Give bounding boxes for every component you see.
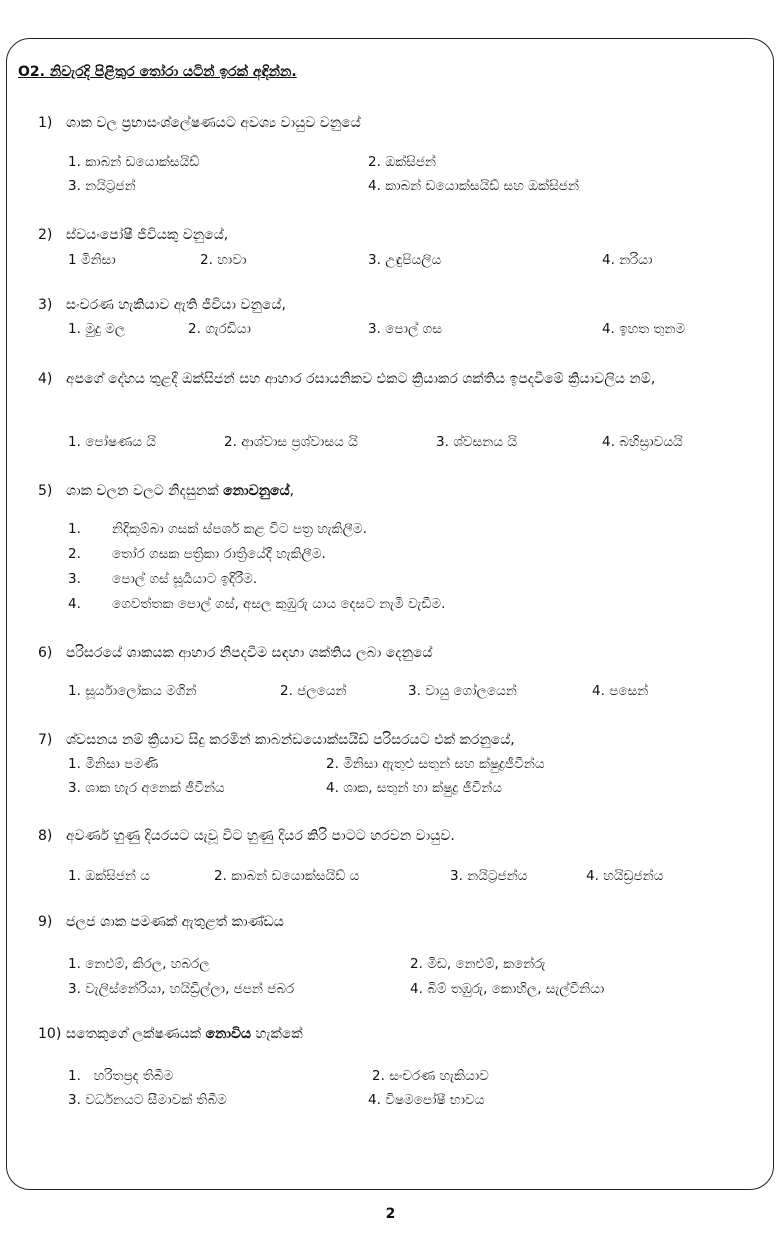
question-4 [38, 370, 741, 389]
option-1-4[interactable]: 4. කාබන් ඩයොක්සයිඩ් සහ ඔක්සිජන් [368, 178, 579, 194]
option-5-1[interactable]: 1. නිදිකුම්බා ගසක් ස්පර්ශ කළ විට පත්‍ර හැකිලීම. [68, 521, 367, 537]
question-stem: පරිසරයේ ශාකයක ආහාර නිපදවීම සඳහා ශක්තිය ලබා දෙනුයේ [66, 645, 433, 661]
option-8-4[interactable]: 4. හයිඩ්‍රජන්ය [586, 868, 664, 884]
option-7-1[interactable]: 1. මිනිසා පමණි [68, 756, 159, 772]
question-1 [38, 114, 741, 133]
option-1-1[interactable]: 1. කාබන් ඩයොක්සයිඩ් [68, 154, 200, 170]
question-10 [38, 1025, 741, 1044]
option-6-4[interactable]: 4. පසෙන් [592, 683, 649, 699]
question-8 [38, 827, 741, 846]
option-5-2[interactable]: 2. තෝර ගසක පත්‍රිකා රාත්‍රියේදී හැකිලීම. [68, 546, 326, 562]
question-number: 5) [38, 483, 53, 499]
option-3-4[interactable]: 4. ඉහත තුනම [602, 321, 686, 337]
option-5-3[interactable]: 3. පොල් ගස් සූර්‍යයාට ඉදිරීම. [68, 571, 258, 587]
page-number: 2 [385, 1206, 396, 1222]
option-10-2[interactable]: 2. සංචරණ හැකියාව [372, 1068, 489, 1084]
option-4-4[interactable]: 4. බහිස්‍රාවයයි [602, 434, 683, 450]
option-2-4[interactable]: 4. නරියා [602, 252, 653, 268]
option-10-1[interactable]: 1. හරිතප්‍රද තිබීම [68, 1068, 174, 1084]
question-3 [38, 296, 741, 315]
question-number: 1) [38, 115, 53, 131]
option-4-3[interactable]: 3. ශ්වසනය යි [436, 434, 517, 450]
option-10-3[interactable]: 3. වර්ධනයට සීමාවක් තිබීම [68, 1092, 227, 1108]
question-number: 7) [38, 732, 53, 748]
question-stem: ශ්වසනය නම් ක්‍රියාව සිදු කරමින් කාබන්ඩයොක්සයිඩ් පරිසරයට එක් කරනුයේ, [66, 732, 515, 748]
question-number: 4) [38, 371, 53, 387]
page-border [6, 38, 774, 1190]
option-4-1[interactable]: 1. පෝෂණය යි [68, 434, 156, 450]
section-label: O2 [18, 64, 40, 80]
question-stem: සංචරණ හැකියාව ඇති ජීවියා වනුයේ, [66, 297, 286, 313]
question-number: 8) [38, 828, 53, 844]
question-number: 9) [38, 914, 53, 930]
question-number: 6) [38, 645, 53, 661]
option-9-4[interactable]: 4. බිම් තඹුරු, කොහිල, සැල්වීනියා [410, 981, 605, 997]
question-5 [38, 482, 741, 501]
question-7 [38, 731, 741, 750]
question-9 [38, 913, 741, 932]
option-7-2[interactable]: 2. මිනිසා ඇතුළු සතුන් සහ ක්ෂුද්‍රජීවීන්ය [326, 756, 545, 772]
option-6-3[interactable]: 3. වායු ගෝලයෙන් [408, 683, 517, 699]
option-5-4[interactable]: 4. ගෙවත්තක පොල් ගස්, අසල කුඹුරු යාය දෙසට නැමී වැඩීම. [68, 596, 446, 612]
option-1-2[interactable]: 2. ඔක්සිජන් [368, 154, 436, 170]
option-8-3[interactable]: 3. නයිට්‍රජන්ය [450, 868, 528, 884]
option-9-2[interactable]: 2. මිඩ, නෙළුම්, කනේරු [410, 956, 546, 972]
question-stem: ශාක වල ප්‍රභාසංශ්ලේෂණයට අවශ්‍ය වායුව වනුයේ [66, 115, 361, 131]
option-9-1[interactable]: 1. නෙළුම්, කිරල, හබරල [68, 956, 210, 972]
option-6-1[interactable]: 1. සූර්යාලෝකය මගින් [68, 683, 197, 699]
question-stem: අපගේ දේහය තුළදී ඔක්සිජන් සහ ආහාර රසායනිකව එකට ක්‍රියාකර ශක්තිය ඉපදවීමේ ක්‍රියාවලිය නම්, [66, 371, 656, 387]
option-8-2[interactable]: 2. කාබන් ඩයොක්සයිඩ් ය [214, 868, 360, 884]
question-stem: ස්වයංපෝෂී ජීවියකු වනුයේ, [66, 227, 229, 243]
question-number: 2) [38, 227, 53, 243]
question-stem: ජලජ ශාක පමණක් ඇතුළත් කාණ්ඩය [66, 914, 284, 930]
question-2 [38, 226, 741, 245]
option-4-2[interactable]: 2. ආශ්වාස ප්‍රශ්වාසය යි [224, 434, 358, 450]
option-7-4[interactable]: 4. ශාක, සතුන් හා ක්ෂුද්‍ර ජීවීන්ය [326, 780, 503, 796]
section-instruction: නිවැරදි පිළිතුර තෝරා යටින් ඉරක් අඳින්න. [49, 64, 297, 80]
option-2-3[interactable]: 3. උඳුපියලිය [368, 252, 442, 268]
option-2-2[interactable]: 2. හාවා [200, 252, 247, 268]
question-6 [38, 644, 741, 663]
option-3-1[interactable]: 1. මුදු මල [68, 321, 126, 337]
section-title: O2. නිවැරදි පිළිතුර තෝරා යටින් ඉරක් අඳින්න. [18, 64, 297, 80]
question-stem: අවර්ණ හුණු දියරයට යැවූ විට හුණු දියර කිරි පාටට හරවන වායුව. [66, 828, 455, 844]
question-number: 10) [38, 1026, 62, 1042]
question-number: 3) [38, 297, 53, 313]
negation-emphasis: නොවිය [205, 1026, 252, 1042]
option-10-4[interactable]: 4. විෂමපෝෂී භාවය [368, 1092, 485, 1108]
option-7-3[interactable]: 3. ශාක හැර අනෙක් ජීවීන්ය [68, 780, 225, 796]
question-stem: ශාක චලන වලට නිදසුනක් නොවනුයේ, [66, 483, 295, 499]
negation-emphasis: නොවනුයේ [223, 483, 290, 499]
option-8-1[interactable]: 1. ඔක්සිජන් ය [68, 868, 150, 884]
option-2-1[interactable]: 1 මිනිසා [68, 252, 116, 268]
option-3-2[interactable]: 2. ගැරඩියා [188, 321, 251, 337]
option-3-3[interactable]: 3. පොල් ගස [368, 321, 442, 337]
option-1-3[interactable]: 3. නයිට්‍රජන් [68, 178, 136, 194]
option-6-2[interactable]: 2. ජලයෙන් [280, 683, 347, 699]
question-stem: සතෙකුගේ ලක්ෂණයක් නොවිය හැක්කේ [66, 1026, 303, 1042]
option-9-3[interactable]: 3. වැලිස්නේරියා, හයිඩ්‍රිල්ලා, ජපන් ජබර [68, 981, 295, 997]
